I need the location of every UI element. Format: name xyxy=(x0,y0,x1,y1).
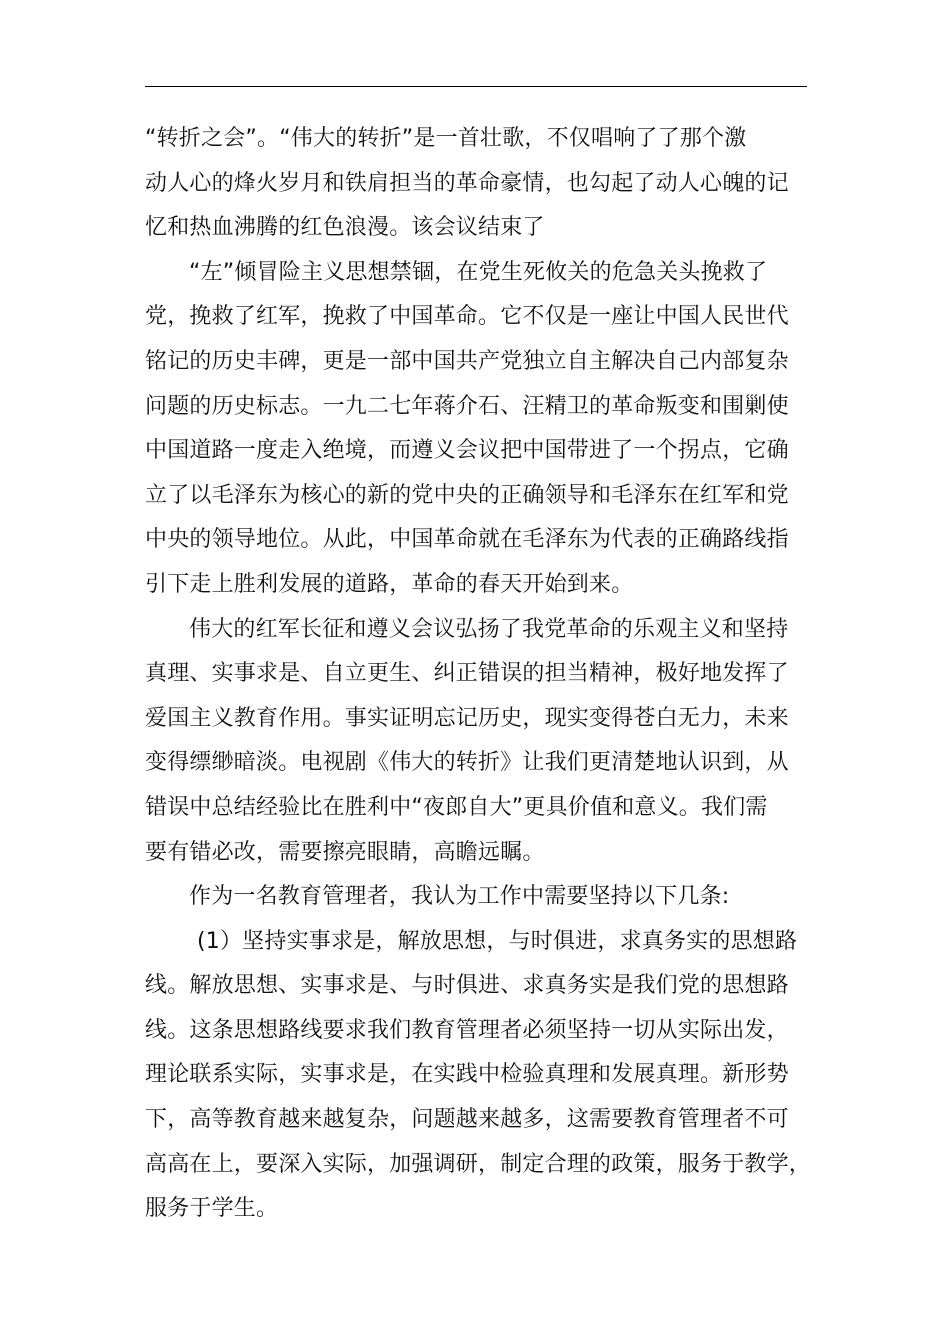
text-line: 引下走上胜利发展的道路，革命的春天开始到来。 xyxy=(145,571,634,597)
paragraph xyxy=(145,251,807,608)
text-line: 立了以毛泽东为核心的新的党中央的正确领导和毛泽东在红军和党 xyxy=(145,482,789,508)
text-line: 线。这条思想路线要求我们教育管理者必须坚持一切从实际出发， xyxy=(145,1017,789,1043)
text-line: 服务于学生。 xyxy=(145,1196,279,1222)
paragraph xyxy=(145,920,812,1232)
text-line: “左”倾冒险主义思想禁锢，在党生死攸关的危急关头挽救了 xyxy=(189,259,768,285)
text-line: 问题的历史标志。一九二七年蒋介石、汪精卫的革命叛变和围剿使 xyxy=(145,393,789,419)
header-rule xyxy=(145,86,807,87)
text-line: 理论联系实际，实事求是，在实践中检验真理和发展真理。新形势 xyxy=(145,1062,789,1088)
text-line: 党，挽救了红军，挽救了中国革命。它不仅是一座让中国人民世代 xyxy=(145,304,789,330)
paragraph xyxy=(145,875,807,920)
text-line: 铭记的历史丰碑，更是一部中国共产党独立自主解决自己内部复杂 xyxy=(145,348,789,374)
text-line: 高高在上，要深入实际，加强调研，制定合理的政策，服务于教学， xyxy=(145,1151,812,1177)
paragraph xyxy=(145,117,807,251)
text-line: 中央的领导地位。从此，中国革命就在毛泽东为代表的正确路线指 xyxy=(145,527,789,553)
text-line: 动人心的烽火岁月和铁肩担当的革命豪情，也勾起了动人心魄的记 xyxy=(145,170,789,196)
text-line: 变得缥缈暗淡。电视剧《伟大的转折》让我们更清楚地认识到，从 xyxy=(145,750,789,776)
text-line: 下，高等教育越来越复杂，问题越来越多，这需要教育管理者不可 xyxy=(145,1107,789,1133)
paragraph xyxy=(145,608,807,876)
text-line: 错误中总结经验比在胜利中“夜郎自大”更具价值和意义。我们需 xyxy=(145,794,768,820)
document-body xyxy=(145,117,812,1232)
text-line: (1）坚持实事求是，解放思想，与时俱进，求真务实的思想路 xyxy=(197,928,798,954)
text-line: 真理、实事求是、自立更生、纠正错误的担当精神，极好地发挥了 xyxy=(145,661,789,687)
text-line: 中国道路一度走入绝境，而遵义会议把中国带进了一个拐点，它确 xyxy=(145,438,789,464)
text-line: 线。解放思想、实事求是、与时俱进、求真务实是我们党的思想路 xyxy=(145,973,789,999)
text-line: 爱国主义教育作用。事实证明忘记历史，现实变得苍白无力，未来 xyxy=(145,705,789,731)
text-line: 作为一名教育管理者，我认为工作中需要坚持以下几条: xyxy=(189,884,730,910)
text-line: 伟大的红军长征和遵义会议弘扬了我党革命的乐观主义和坚持 xyxy=(189,616,789,642)
text-line: “转折之会”。“伟大的转折”是一首壮歌，不仅唱响了了那个激 xyxy=(145,126,747,151)
text-line: 忆和热血沸腾的红色浪漫。该会议结束了 xyxy=(145,215,545,241)
text-line: 要有错必改，需要擦亮眼睛，高瞻远瞩。 xyxy=(145,839,545,865)
